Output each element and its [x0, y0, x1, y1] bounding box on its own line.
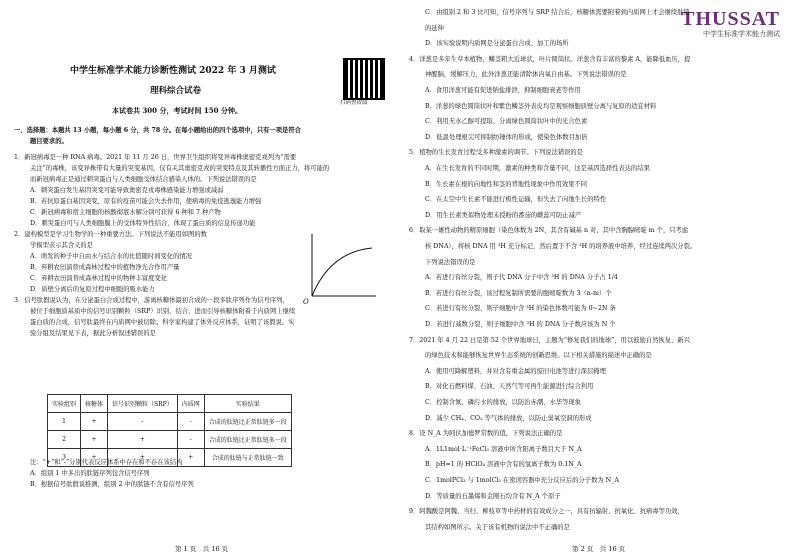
text-line: A．萌发的种子中自由水与结合水的比值随时间变化的情况 [30, 253, 192, 260]
table-header: 内质网 [177, 395, 204, 413]
text-line: 1．新冠病毒是一种 RNA 病毒。2021 年 11 月 26 日，世界卫生组织将变异毒株奥密克戎列为“需要 [14, 154, 297, 161]
table-cell: + [81, 431, 108, 449]
text-line: C．在太空中生长素不能进行极性运输，但失去了向地生长的特性 [425, 196, 607, 204]
text-line: D．用生长素类似物处理未授粉的番茄的雌蕊可防止减产 [425, 211, 582, 219]
table-header: 实验组别 [48, 395, 81, 413]
exam-info: 本试卷共 300 分，考试时间 150 分钟。 [112, 106, 242, 115]
text-line: 蛋白质的合成，信号肽最终在内质网中被切除。科学家构建了体外反应体系，证明了该假说。实 [30, 319, 295, 326]
text-line: B．pH=1 的 HClO₄ 溶液中含有的氢离子数为 0.1N_A [425, 461, 582, 469]
page-number-right: 第 2 页 共 16 页 [572, 545, 626, 553]
brand-logo: THUSSAT [681, 8, 780, 30]
brand-subtitle: 中学生标准学术能力测试 [703, 31, 780, 38]
table-row [48, 449, 292, 467]
text-line: D．低温处理根尖可抑制纺锤体的形成，使染色体数目加倍 [425, 133, 588, 141]
table-header: 实验结果 [204, 395, 291, 413]
text-line: D．刺突蛋白可与人类细胞膜上的受体特异性结合，体现了蛋白质的信息传递功能 [30, 220, 256, 227]
text-line: D．质壁分离后的复原过程中细胞的吸水能力 [30, 286, 155, 293]
exam-subtitle: 理科综合试卷 [150, 86, 202, 96]
model-graph [300, 230, 380, 306]
text-line: 一、选择题：本题共 13 小题，每小题 6 分，共 78 分。在每小题给出的四个选项中，只有一项是符合 [14, 127, 301, 134]
table-cell: - [177, 431, 204, 449]
text-line: 7．2021 年 4 月 22 日是第 52 个世界地球日，主题为“修复我们的地球”，用以鼓励自然恢复、新兴 [409, 336, 690, 344]
text-line: C．弃耕农田演替成森林过程中的物种丰富度变化 [30, 275, 168, 282]
table-cell: 3 [48, 449, 81, 467]
text-line: C．若进行有丝分裂，则子细胞中含 ³H 的染色体数可能为 0~2N 条 [425, 305, 616, 313]
text-line: A．食用洋葱可能有促进钠盐排泄，抑制细胞衰老等作用 [425, 87, 581, 94]
text-line: D．该实验说明内质网是分泌蛋白合成、加工的场所 [425, 40, 569, 48]
text-line: C．1molPCl₃ 与 1molCl₂ 在密闭容器中充分反应后的分子数为 N_A [425, 477, 619, 484]
qr-label: 扫码查成绩 [340, 100, 368, 106]
text-line: 8．设 N_A 为阿伏加德罗常数的值，下列说法正确的是 [409, 430, 563, 438]
table-cell: 2 [48, 431, 81, 449]
text-line: C．控制含氮、磷污水的排放，以防治赤潮、水华等现象 [425, 399, 581, 406]
table-cell: 1 [48, 413, 81, 431]
text-line: A．若进行有丝分裂，则子代 DNA 分子中含 ³H 的 DNA 分子占 1/4 [425, 274, 618, 282]
text-line: B．根据信号肽假说推测，组别 2 中的肽链不含有信号序列 [30, 481, 194, 488]
text-line: A．在生长发育的不同时期，激素的种类和含量不同，这是基因选择性表达的结果 [425, 165, 650, 172]
table-header: 核糖体 [81, 395, 108, 413]
text-line: B．弃耕农田演替成森林过程中的植物净光合作用产量 [30, 264, 180, 271]
text-line: 4．洋葱是多年生草本植物，鳞茎粗大近球状，叶片圆筒状。洋葱含有丰富的黎素 A，能降低血压，提 [409, 55, 691, 63]
graph-origin-label: O [303, 298, 309, 306]
text-line: 5．植物的生长发育过程受多种激素的调节。下列说法错误的是 [409, 149, 584, 157]
text-line: B．洋葱的绿色圆筒状叶和紫色鳞茎外表皮均是观察细胞质壁分离与复原的适宜材料 [425, 102, 657, 110]
text-line: 核 DNA），将核 DNA 用 ³H 充分标记，然后置于不含 ³H 的培养液中培养，经过连续两次分裂。 [425, 243, 697, 250]
table-cell: + [108, 431, 178, 449]
text-line: A．刺突蛋白发生基因突变可能导致奥密克戎毒株感染能力增强或减弱 [30, 187, 224, 194]
table-cell: 合成的肽链与正常肽链一致 [204, 449, 291, 467]
brand-block [681, 8, 780, 39]
text-line: D．减少 CH₄、CO₂ 等气体的排放，以防止臭氧空洞的形成 [425, 414, 592, 422]
table-cell: - [177, 413, 204, 431]
table-cell: + [81, 449, 108, 467]
text-line: D．若进行减数分裂，则子细胞中含 ³H 的 DNA 分子数应该为 N 个 [425, 321, 616, 328]
text-line: 其结构如图所示。关于该有机物的说法中不正确的是 [425, 523, 570, 531]
text-line: C．利用无水乙醇可提取、分离绿色圆筒状叶中的光合色素 [425, 118, 588, 126]
table-row [48, 413, 292, 431]
text-line: 2．建构模型是学习生物学的一种重要方法。下列说法不能用如图的数 [14, 231, 207, 238]
text-line: A．组别 1 中多出的肽链序列包含信号序列 [30, 470, 150, 477]
text-line: 验分组及结果见下表，据此分析叙述错误的是 [30, 330, 156, 337]
text-line: A．使用可降解塑料，并对含有重金属的废旧电池等进行深层掩埋 [425, 367, 606, 375]
text-line: B．若进行有丝分裂，该过程复制所需要的胞嘧啶数为 3（n-m）个 [425, 289, 612, 297]
table-cell: + [108, 449, 178, 467]
graph-curve [312, 248, 372, 296]
text-line: 3．信号肽假说认为，在分泌蛋白合成过程中，游离核糖体最初合成的一段多肽序列作为信号序列， [14, 297, 289, 304]
text-line: 学模型表示其含义的是 [30, 242, 93, 249]
table-header-row [48, 395, 292, 413]
page-number-left: 第 1 页 共 16 页 [175, 545, 229, 553]
text-line: 的延伸 [425, 24, 444, 32]
text-line: D．等质量的石墨烯和金刚石均含有 N_A 个原子 [425, 492, 561, 500]
text-line: 而新冠病毒正是通过刺突蛋白与人类细胞受体结合感染人体的。下列说法错误的是 [30, 176, 257, 183]
text-line: 神醒脑，缓解压力，此外洋葱还能清除体内氧自由基。下列说法错误的是 [425, 71, 627, 79]
qr-code[interactable] [343, 58, 385, 100]
table-header: 信号识别颗粒（SRP） [108, 395, 178, 413]
text-line: 关注”的毒株，该变异株带有大量的突变基因，仅有关其奥密克戎的突变特点及其转播性方面正力，将可能的 [30, 165, 330, 172]
text-line: 9．阿魏酸是阿魏、当归、柳枝草等中药材的有效成分之一，具有抗辐射、抗氧化、抗病毒等功效， [409, 508, 684, 516]
text-line: 注：“+”和“-”分别代表反应体系中存在和不存在该结构 [30, 459, 183, 466]
text-line: 下列说法错误的是 [425, 258, 476, 266]
experiment-table [47, 394, 292, 467]
text-line: B．对化石燃料煤、石油、天然气等可再生能源进行综合利用 [425, 383, 594, 391]
table-cell: 合成的肽链比正常肽链多一段 [204, 413, 291, 431]
table-cell: + [81, 413, 108, 431]
text-line: 题目要求的。 [30, 138, 68, 145]
text-line: C．新冠病毒和宿主细胞的核酸彻底水解分别可获得 6 种和 7 种产物 [30, 209, 221, 216]
table-row [48, 431, 292, 449]
text-line: 的绿色技术和能够恢复世界生态系统的创新思维。以下相关措施的描述中正确的是 [425, 352, 652, 360]
table-cell: - [108, 413, 178, 431]
table-cell: 合成的肽链比正常肽链多一段 [204, 431, 291, 449]
text-line: C．由组别 2 和 3 比可知，信号序列与 SRP 结合后，核糖体需要附着到内质网上才会继续肽链 [425, 9, 690, 16]
table-cell: + [177, 449, 204, 467]
text-line: 被位于细胞质基质中的信号识别颗粒（SRP）识别，结合，进而引导核糖体附着于内质网上继续 [30, 308, 296, 315]
text-line: B．若抗原蛋白基因突变，原有的疫苗可能会失去作用，使病毒的免疫逃逸能力增强 [30, 198, 262, 205]
text-line: B．生长素在根的向地性和茎的背地性现象中作用效果不同 [425, 180, 588, 188]
page-right [397, 0, 794, 558]
text-line: 6．取某一雄性动物的精原细胞（染色体数为 2N，其含有碱基 n 对，其中含胸腺嘧啶 m 个，只考虑 [409, 227, 689, 235]
exam-title: 中学生标准学术能力诊断性测试 2022 年 3 月测试 [70, 66, 276, 76]
text-line: A．1L1mol·L⁻¹FeCl₃ 溶液中所含阳离子数目大于 N_A [425, 445, 582, 453]
